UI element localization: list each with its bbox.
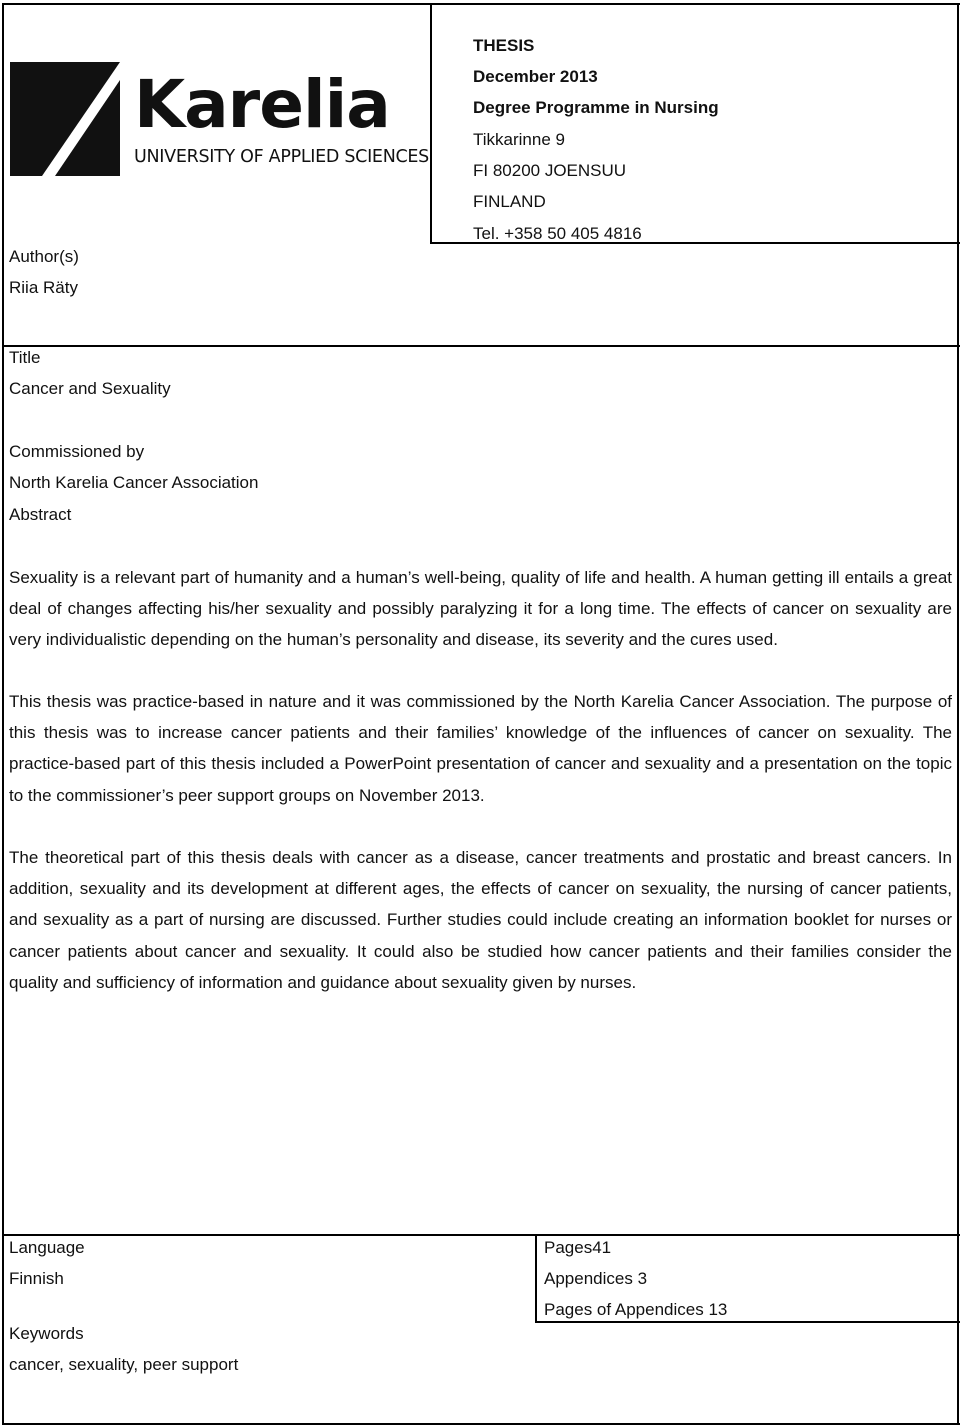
- karelia-k-icon: [10, 62, 120, 176]
- appendices-count: Appendices 3: [544, 1269, 648, 1288]
- abstract-paragraph: This thesis was practice-based in nature and it was commissioned by the North Karelia Cancer Association. The purpose of this thesis was to increase cancer patients and their families’ knowledge of the influences of cancer on sexuality. The practice-based part of this thesis included a PowerPoint presentation of cancer and sexuality and a presentation on the topic to the commissioner’s peer support groups on November 2013.: [9, 692, 952, 805]
- border-bottom: [2, 1423, 960, 1425]
- thesis-title: Cancer and Sexuality: [9, 379, 171, 398]
- degree-programme: Degree Programme in Nursing: [473, 98, 719, 117]
- address-line: Tel. +358 50 405 4816: [473, 224, 642, 243]
- keywords-value: cancer, sexuality, peer support: [9, 1355, 239, 1374]
- language-value: Finnish: [9, 1269, 64, 1288]
- abstract-paragraph: The theoretical part of this thesis deals with cancer as a disease, cancer treatments and prostatic and breast cancers. In addition, sexuality and its development at different ages, the effects of cancer on sexuality, the nursing of cancer patients, and sexuality as a part of nursing are discussed. Further studies could include creating an information booklet for nurses or cancer patients about cancer and sexuality. It could also be studied how cancer patients and their families consider the quality and sufficiency of information and guidance about sexuality given by nurses.: [9, 848, 952, 992]
- abstract-paragraph: Sexuality is a relevant part of humanity and a human’s well-being, quality of life and health. A human getting ill entails a great deal of changes affecting his/her sexuality and possibly paralyzing it for a long time. The effects of cancer on sexuality are very individualistic depending on the human’s personality and disease, its severity and the cures used.: [9, 568, 952, 650]
- abstract-label: Abstract: [9, 505, 72, 524]
- address-line: FINLAND: [473, 192, 546, 211]
- karelia-logo: [10, 62, 430, 178]
- border-top: [2, 3, 960, 5]
- author-name: Riia Räty: [9, 278, 78, 297]
- title-label: Title: [9, 348, 41, 367]
- rule-below-pages: [535, 1321, 960, 1323]
- rule-below-author: [2, 345, 960, 347]
- commissioner-name: North Karelia Cancer Association: [9, 473, 259, 492]
- border-right: [957, 3, 959, 1425]
- address-line: Tikkarinne 9: [473, 130, 565, 149]
- thesis-date: December 2013: [473, 67, 598, 86]
- doc-type: THESIS: [473, 36, 535, 55]
- pages-of-appendices: Pages of Appendices 13: [544, 1300, 728, 1319]
- pages-count: Pages41: [544, 1238, 612, 1257]
- rule-above-language: [2, 1234, 960, 1236]
- pages-divider: [535, 1234, 537, 1323]
- logo-subtitle: UNIVERSITY OF APPLIED SCIENCES: [134, 147, 429, 167]
- header-divider: [430, 3, 432, 243]
- commissioned-label: Commissioned by: [9, 442, 145, 461]
- language-label: Language: [9, 1238, 85, 1257]
- author-label: Author(s): [9, 247, 79, 266]
- border-left: [2, 3, 4, 1425]
- address-line: FI 80200 JOENSUU: [473, 161, 627, 180]
- logo-brand: Karelia: [134, 66, 390, 143]
- keywords-label: Keywords: [9, 1324, 84, 1343]
